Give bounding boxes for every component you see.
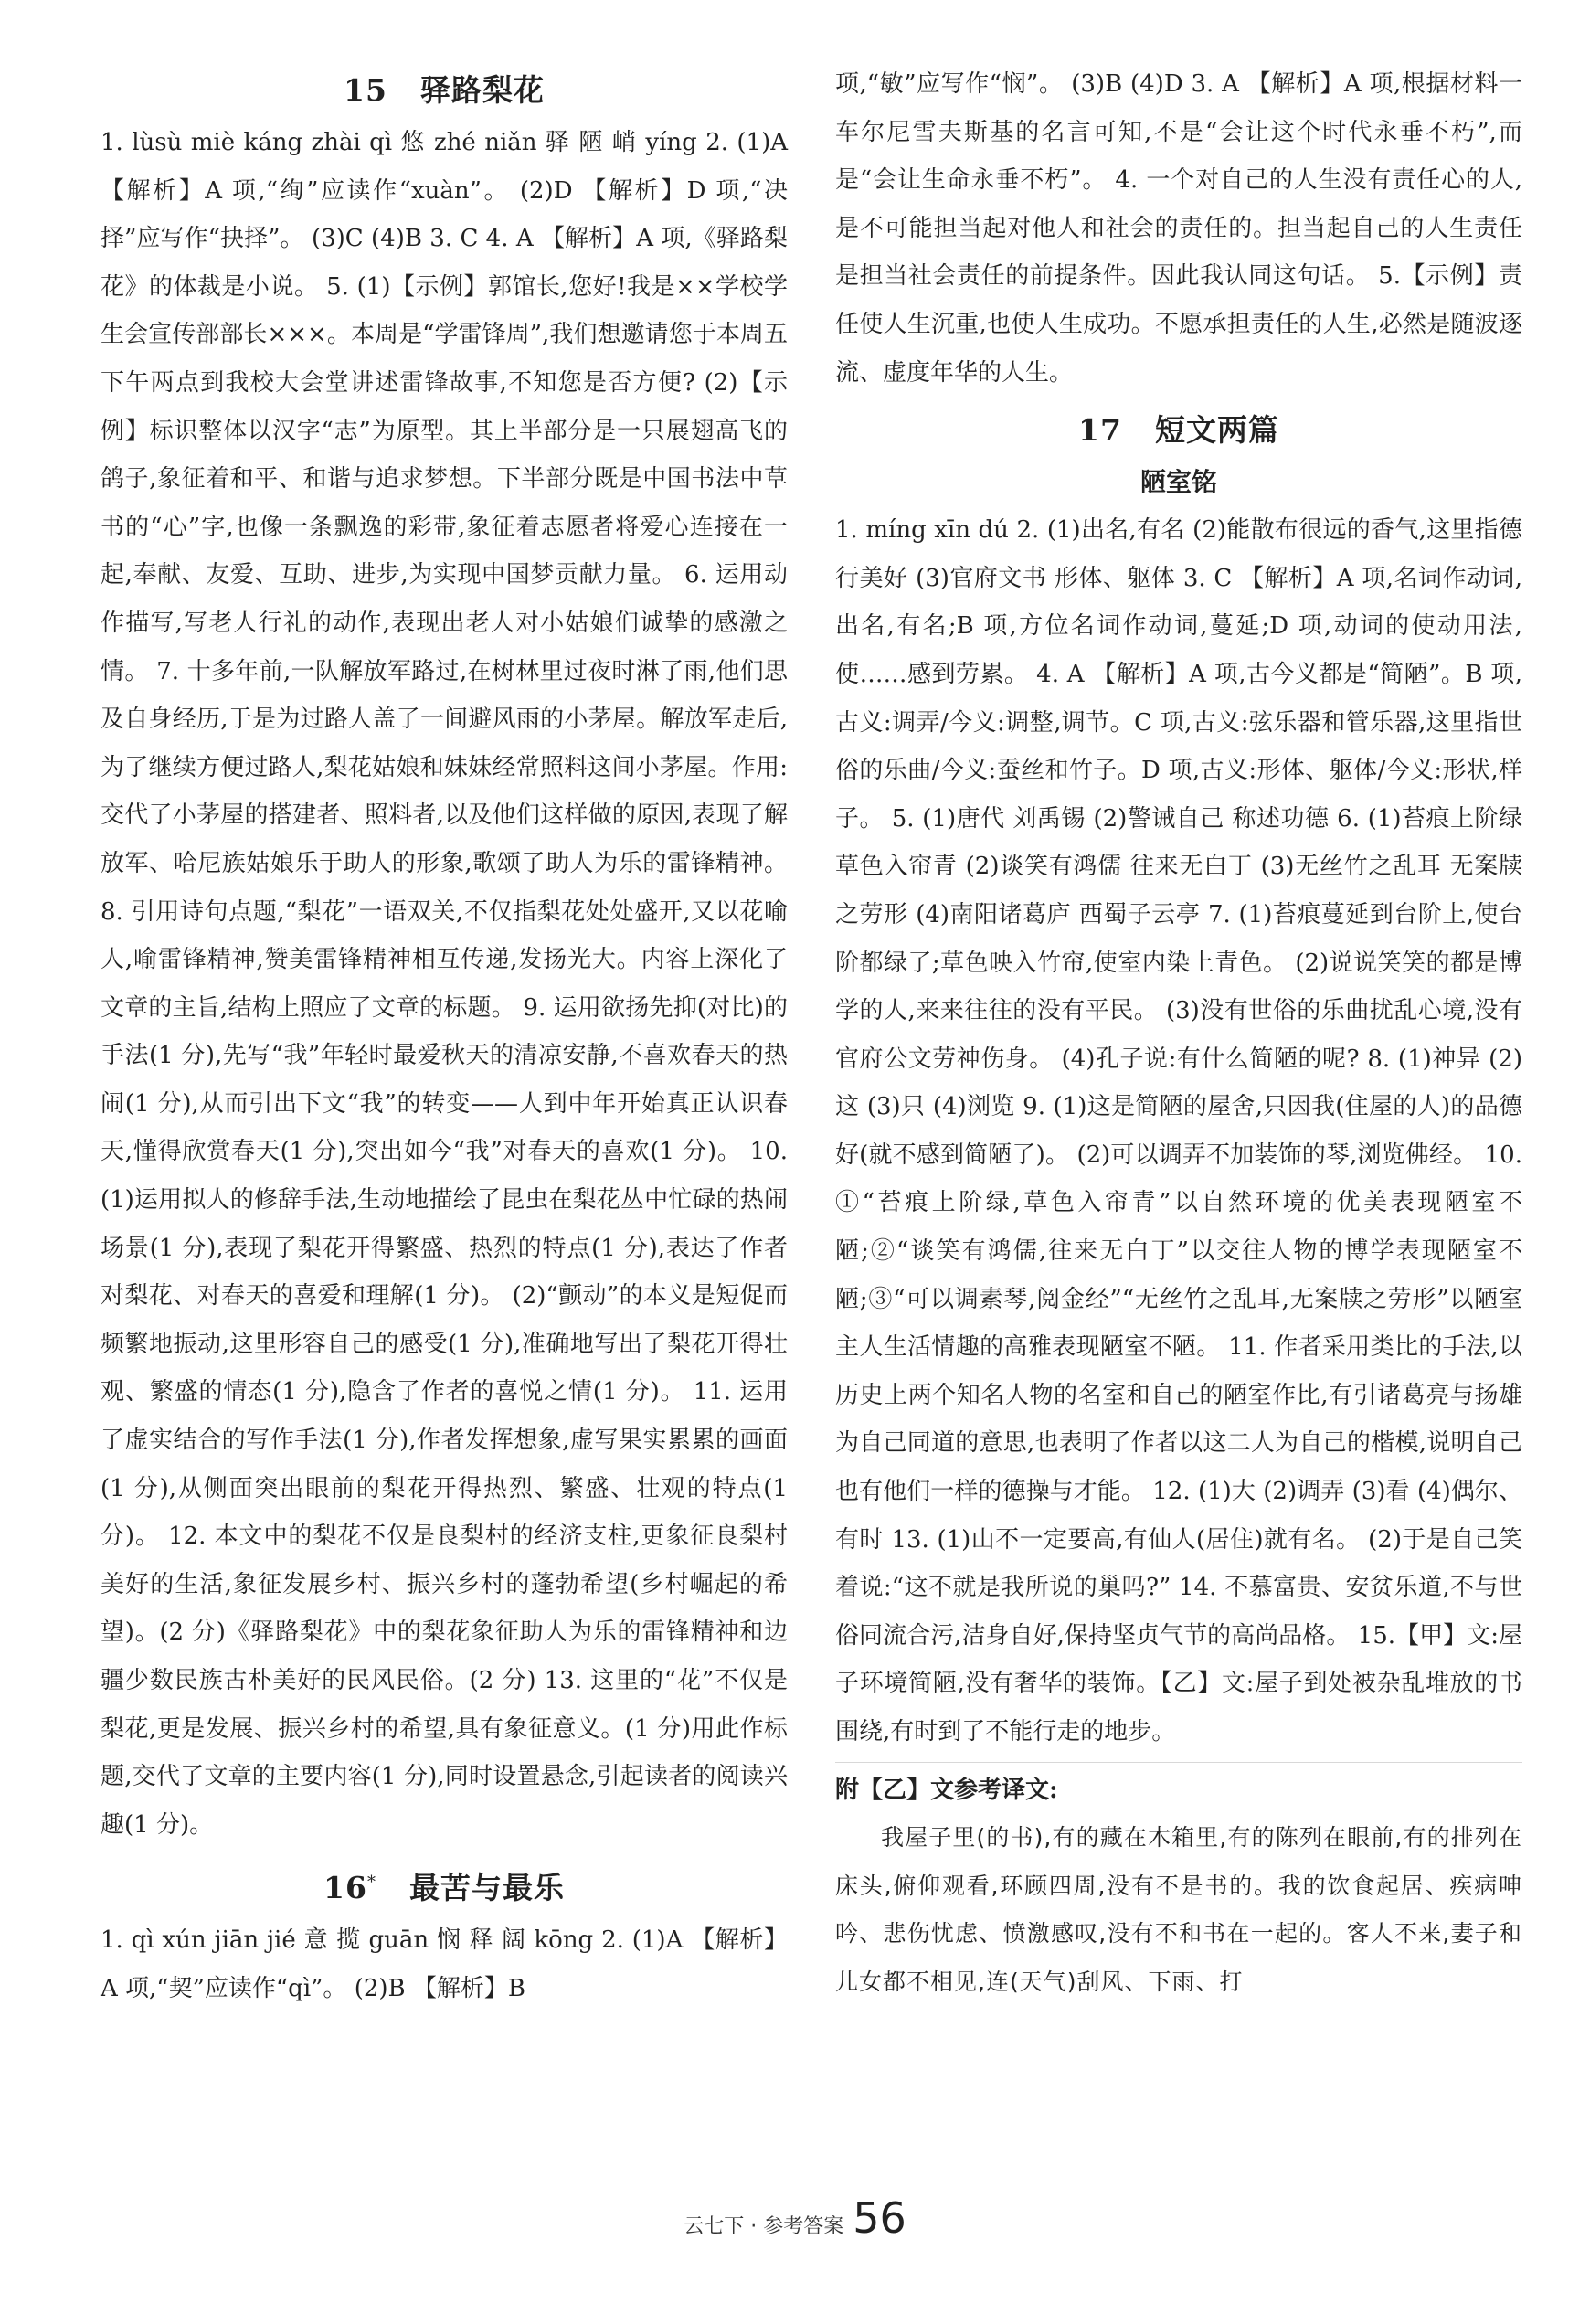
lesson-16-answers-continued: 项,“敏”应写作“悯”。 (3)B (4)D 3. A 【解析】A 项,根据材料一车尔尼雪夫斯基的名言可知,不是“会让这个时代永垂不朽”,而是“会让生命永垂不朽”。 4. 一个对自己的人生没有责任心的人,是不可能担当起对他人和社会的责任的。担当起自己的人生责任是担当社会责任的前提条件。因此我认同这句话。 5.【示例】责任使人生沉重,也使人生成功。不愿承担责任的人生,必然是随波逐流、虚度年华的人生。 — [835, 70, 1522, 387]
lesson-15-heading — [101, 69, 788, 111]
lesson-17-answers: 1. míng xīn dú 2. (1)出名,有名 (2)能散布很远的香气,这里指德行美好 (3)官府文书 形体、躯体 3. C 【解析】A 项,名词作动词,出名,有名;B 项,方位名词作动词,蔓延;D 项,动词的使动用法,使……感到劳累。 4. A 【解析】A 项,古今义都是“简陋”。B 项,古义:调弄/今义:调整,调节。C 项,古义:弦乐器和管乐器,这里指世俗的乐曲/今义:蚕丝和竹子。D 项,古义:形体、躯体/今义:形状,样子。 5. (1)唐代 刘禹锡 (2)警诫自己 称述功德 6. (1)苔痕上阶绿 草色入帘青 (2)谈笑有鸿儒 往来无白丁 (3)无丝竹之乱耳 无案牍之劳形 (4)南阳诸葛庐 西蜀子云亭 7. (1)苔痕蔓延到台阶上,使台阶都绿了;草色映入竹帘,使室内染上青色。 (2)说说笑笑的都是博学的人,来来往往的没有平民。 (3)没有世俗的乐曲扰乱心境,没有官府公文劳神伤身。 (4)孔子说:有什么简陋的呢? 8. (1)神异 (2)这 (3)只 (4)浏览 9. (1)这是简陋的屋舍,只因我(住屋的人)的品德好(就不感到简陋了)。 (2)可以调弄不加装饰的琴,浏览佛经。 10. ①“苔痕上阶绿,草色入帘青”以自然环境的优美表现陋室不陋;②“谈笑有鸿儒,往来无白丁”以交往人物的博学表现陋室不陋;③“可以调素琴,阅金经”“无丝竹之乱耳,无案牍之劳形”以陋室主人生活情趣的高雅表现陋室不陋。 11. 作者采用类比的手法,以历史上两个知名人物的名室和自己的陋室作比,有引诸葛亮与扬雄为自己同道的意思,也表明了作者以这二人为自己的楷模,说明自己也有他们一样的德操与才能。 12. (1)大 (2)调弄 (3)看 (4)偶尔、有时 13. (1)山不一定要高,有仙人(居住)就有名。 (2)于是自己笑着说:“这不就是我所说的巢吗?” 14. 不慕富贵、安贫乐道,不与世俗同流合污,洁身自好,保持坚贞气节的高尚品格。 15.【甲】文:屋子环境简陋,没有奢华的装饰。【乙】文:屋子到处被杂乱堆放的书围绕,有时到了不能行走的地步。 — [835, 516, 1522, 1746]
page-number: 56 — [853, 2193, 906, 2243]
lesson-17-number: 17 — [1078, 412, 1122, 449]
lesson-16-mark: * — [366, 1873, 376, 1893]
lesson-15-title: 驿路梨花 — [419, 72, 545, 108]
lesson-16-number: 16* — [323, 1870, 376, 1906]
footer-label: 云七下 · 参考答案 — [684, 2215, 844, 2238]
lesson-17-heading — [835, 409, 1522, 451]
lesson-16-answers: 1. qì xún jiān jié 意 揽 guān 悯 释 阔 kōng 2. (1)A 【解析】A 项,“契”应读作“qì”。 (2)B 【解析】B — [101, 1926, 788, 2002]
translation-block — [835, 1814, 1522, 2006]
lesson-17-title: 短文两篇 — [1154, 412, 1279, 449]
appendix-heading: 附【乙】文参考译文: — [835, 1762, 1522, 1815]
page-footer — [0, 2193, 1590, 2243]
left-column — [101, 60, 788, 2013]
lesson-16-title: 最苦与最乐 — [408, 1870, 565, 1906]
lesson-17-subtitle: 陋室铭 — [1140, 467, 1217, 498]
lesson-15-answers: 1. lùsù miè káng zhài qì 悠 zhé niǎn 驿 陋 峭 yíng 2. (1)A 【解析】A 项,“绚”应读作“xuàn”。 (2)D 【解析】D 项,“决择”应写作“抉择”。 (3)C (4)B 3. C 4. A 【解析】A 项,《驿路梨花》的体裁是小说。 5. (1)【示例】郭馆长,您好!我是××学校学生会宣传部部长×××。本周是“学雷锋周”,我们想邀请您于本周五下午两点到我校大会堂讲述雷锋故事,不知您是否方便? (2)【示例】标识整体以汉字“志”为原型。其上半部分是一只展翅高飞的鸽子,象征着和平、和谐与追求梦想。下半部分既是中国书法中草书的“心”字,也像一条飘逸的彩带,象征着志愿者将爱心连接在一起,奉献、友爱、互助、进步,为实现中国梦贡献力量。 6. 运用动作描写,写老人行礼的动作,表现出老人对小姑娘们诚挚的感激之情。 7. 十多年前,一队解放军路过,在树林里过夜时淋了雨,他们思及自身经历,于是为过路人盖了一间避风雨的小茅屋。解放军走后,为了继续方便过路人,梨花姑娘和妹妹经常照料这间小茅屋。作用:交代了小茅屋的搭建者、照料者,以及他们这样做的原因,表现了解放军、哈尼族姑娘乐于助人的形象,歌颂了助人为乐的雷锋精神。 8. 引用诗句点题,“梨花”一语双关,不仅指梨花处处盛开,又以花喻人,喻雷锋精神,赞美雷锋精神相互传递,发扬光大。内容上深化了文章的主旨,结构上照应了文章的标题。 9. 运用欲扬先抑(对比)的手法(1 分),先写“我”年轻时最爱秋天的清凉安静,不喜欢春天的热闹(1 分),从而引出下文“我”的转变——人到中年开始真正认识春天,懂得欣赏春天(1 分),突出如今“我”对春天的喜欢(1 分)。 10. (1)运用拟人的修辞手法,生动地描绘了昆虫在梨花丛中忙碌的热闹场景(1 分),表现了梨花开得繁盛、热烈的特点(1 分),表达了作者对梨花、对春天的喜爱和理解(1 分)。 (2)“颤动”的本义是短促而频繁地振动,这里形容自己的感受(1 分),准确地写出了梨花开得壮观、繁盛的情态(1 分),隐含了作者的喜悦之情(1 分)。 11. 运用了虚实结合的写作手法(1 分),作者发挥想象,虚写果实累累的画面(1 分),从侧面突出眼前的梨花开得热烈、繁盛、壮观的特点(1 分)。 12. 本文中的梨花不仅是良梨村的经济支柱,更象征良梨村美好的生活,象征发展乡村、振兴乡村的蓬勃希望(乡村崛起的希望)。(2 分)《驿路梨花》中的梨花象征助人为乐的雷锋精神和边疆少数民族古朴美好的民风民俗。(2 分) 13. 这里的“花”不仅是梨花,更是发展、振兴乡村的希望,具有象征意义。(1 分)用此作标题,交代了文章的主要内容(1 分),同时设置悬念,引起读者的阅读兴趣(1 分)。 — [101, 129, 788, 1839]
translation-text: 我屋子里(的书),有的藏在木箱里,有的陈列在眼前,有的排列在床头,俯仰观看,环顾四周,没有不是书的。我的饮食起居、疾病呻吟、悲伤忧虑、愤激感叹,没有不和书在一起的。客人不来,妻子和儿女都不相见,连(天气)刮风、下雨、打 — [835, 1824, 1522, 1995]
lesson-15-number: 15 — [344, 72, 387, 108]
lesson-16-heading — [101, 1862, 788, 1909]
right-column — [835, 60, 1522, 2007]
